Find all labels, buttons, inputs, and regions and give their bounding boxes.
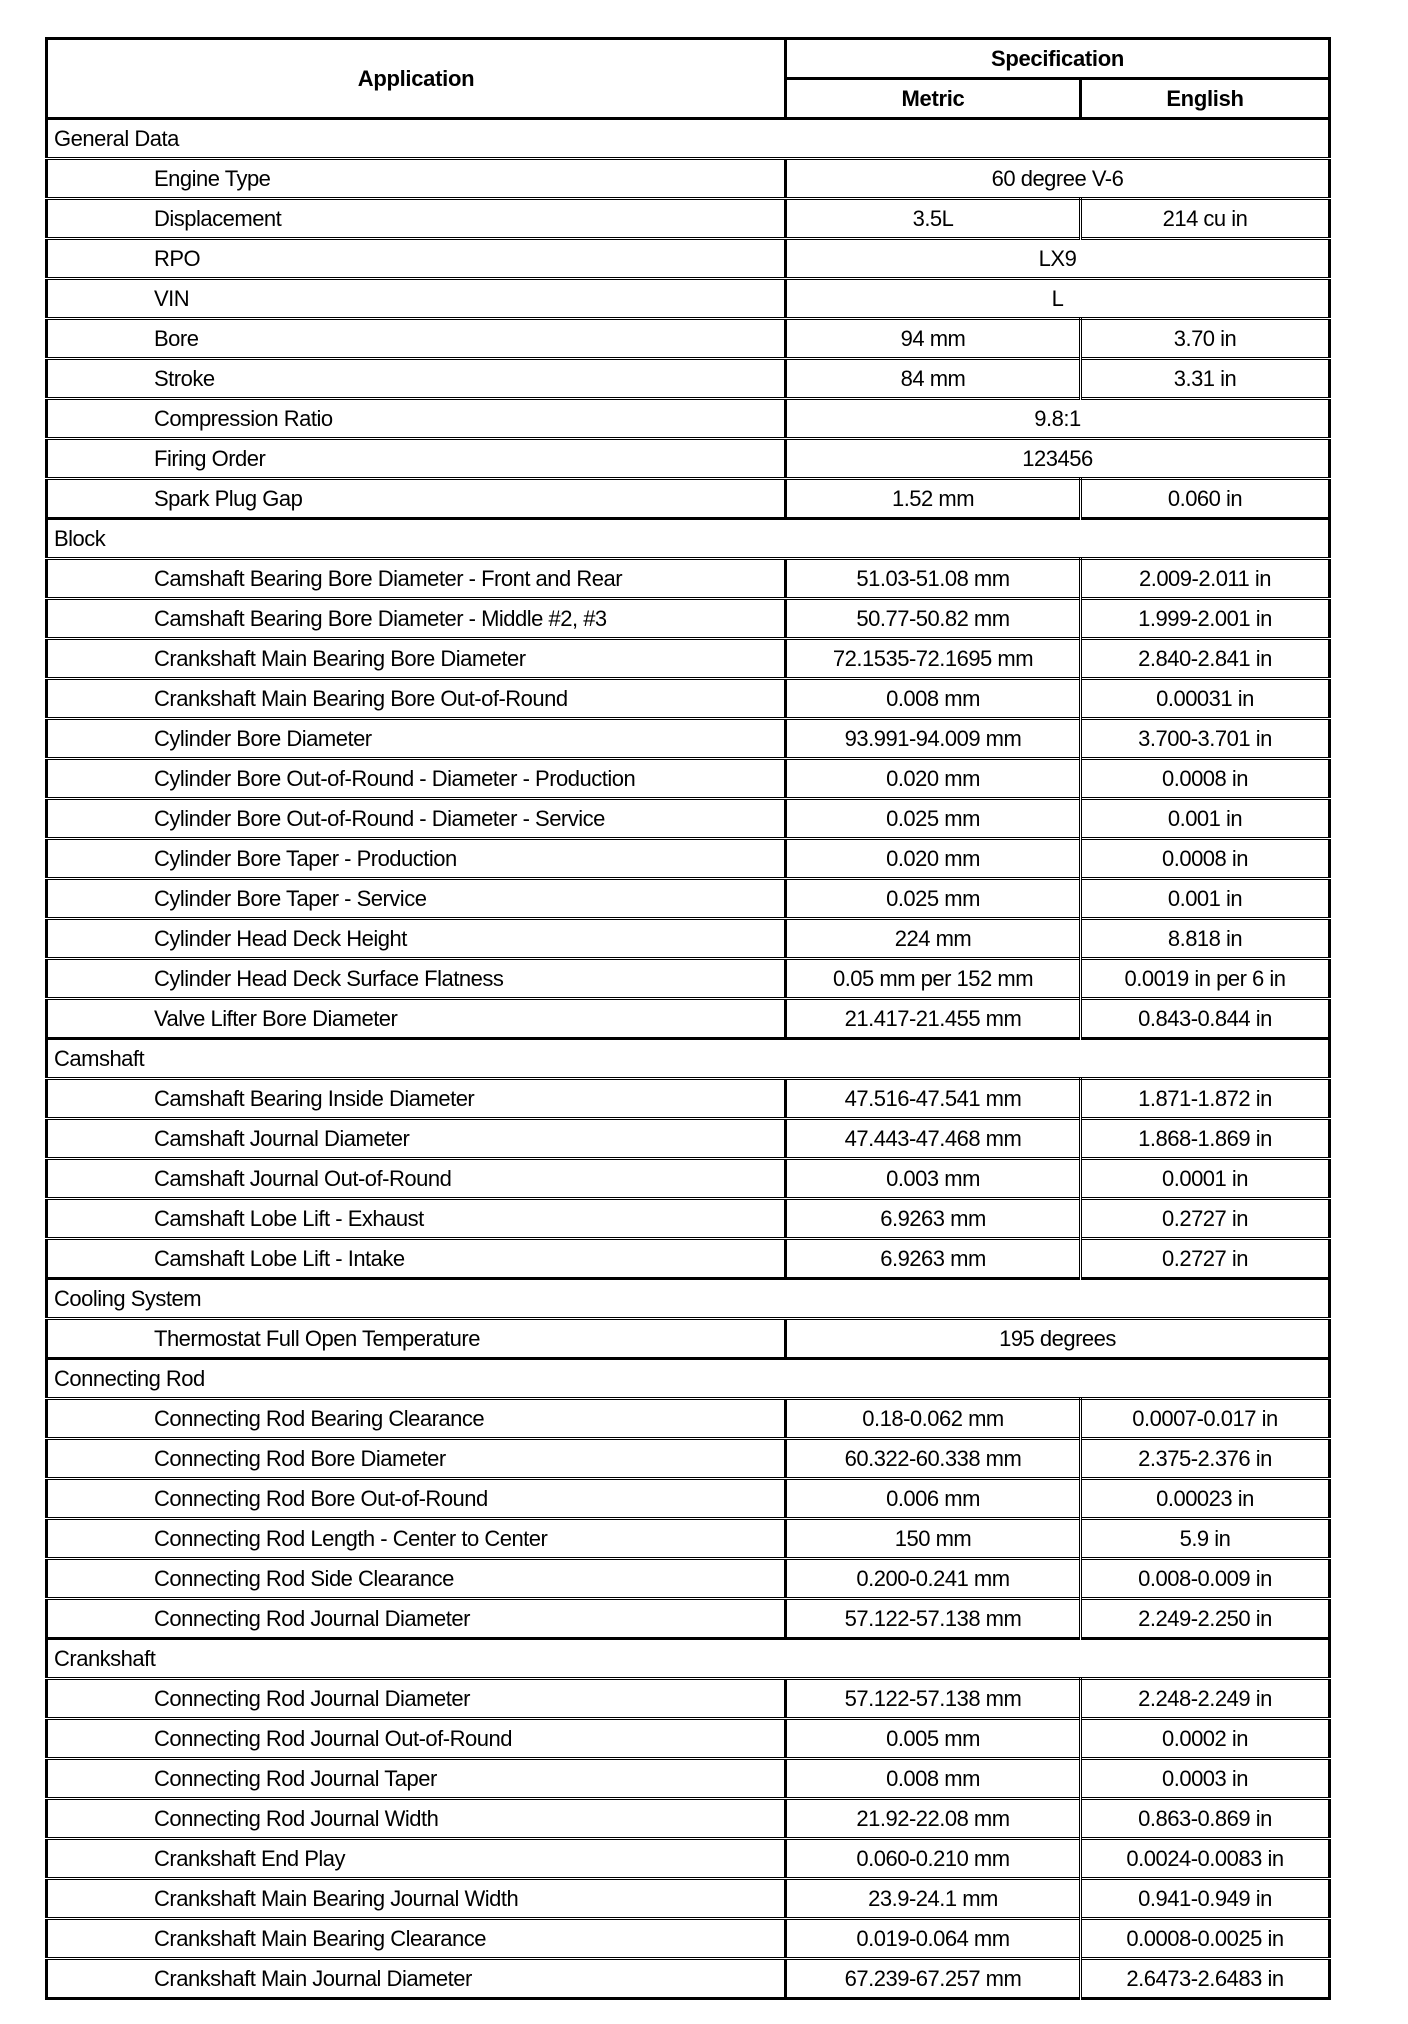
metric-cell: 0.003 mm [786,1159,1081,1199]
application-cell: Displacement [47,199,786,239]
english-cell: 0.863-0.869 in [1081,1799,1330,1839]
english-cell: 0.001 in [1081,879,1330,919]
metric-cell: 51.03-51.08 mm [786,559,1081,599]
table-row [47,359,1330,399]
english-cell: 1.868-1.869 in [1081,1119,1330,1159]
specification-cell: L [786,279,1330,319]
application-cell: Connecting Rod Journal Width [47,1799,786,1839]
english-cell: 2.009-2.011 in [1081,559,1330,599]
application-cell: Cylinder Bore Out-of-Round - Diameter - Production [47,759,786,799]
application-cell: Thermostat Full Open Temperature [47,1319,786,1359]
application-cell: Firing Order [47,439,786,479]
application-cell: Crankshaft Main Bearing Bore Out-of-Round [47,679,786,719]
application-cell: Camshaft Journal Diameter [47,1119,786,1159]
table-row [47,279,1330,319]
english-cell: 0.843-0.844 in [1081,999,1330,1039]
metric-cell: 47.443-47.468 mm [786,1119,1081,1159]
application-cell: Valve Lifter Bore Diameter [47,999,786,1039]
metric-cell: 1.52 mm [786,479,1081,519]
table-row [47,1239,1330,1279]
table-row [47,679,1330,719]
metric-cell: 94 mm [786,319,1081,359]
table-row [47,1759,1330,1799]
table-header [47,39,1330,119]
metric-cell: 57.122-57.138 mm [786,1599,1081,1639]
application-cell: Engine Type [47,159,786,199]
table-row [47,199,1330,239]
table-row [47,1159,1330,1199]
application-cell: VIN [47,279,786,319]
metric-cell: 0.008 mm [786,679,1081,719]
table-row [47,879,1330,919]
category-label: General Data [47,119,1330,159]
application-cell: Cylinder Bore Out-of-Round - Diameter - Service [47,799,786,839]
table-row [47,1719,1330,1759]
application-cell: Connecting Rod Journal Out-of-Round [47,1719,786,1759]
metric-cell: 0.005 mm [786,1719,1081,1759]
english-cell: 3.31 in [1081,359,1330,399]
english-cell: 0.941-0.949 in [1081,1879,1330,1919]
metric-cell: 3.5L [786,199,1081,239]
column-header-specification: Specification [786,39,1330,79]
application-cell: Connecting Rod Journal Diameter [47,1679,786,1719]
english-cell: 0.0002 in [1081,1719,1330,1759]
metric-cell: 0.18-0.062 mm [786,1399,1081,1439]
application-cell: Crankshaft Main Bearing Bore Diameter [47,639,786,679]
category-label: Camshaft [47,1039,1330,1079]
table-row [47,1959,1330,1999]
table-row [47,959,1330,999]
table-row [47,1519,1330,1559]
english-cell: 0.0007-0.017 in [1081,1399,1330,1439]
metric-cell: 0.025 mm [786,879,1081,919]
application-cell: Connecting Rod Journal Diameter [47,1599,786,1639]
table-body [47,119,1330,1999]
engine-specifications-table [45,37,1331,2000]
english-cell: 3.700-3.701 in [1081,719,1330,759]
specification-cell: 60 degree V-6 [786,159,1330,199]
metric-cell: 72.1535-72.1695 mm [786,639,1081,679]
table-row [47,479,1330,519]
table-row [47,1559,1330,1599]
application-cell: Cylinder Head Deck Height [47,919,786,959]
table-row [47,599,1330,639]
metric-cell: 47.516-47.541 mm [786,1079,1081,1119]
english-cell: 2.249-2.250 in [1081,1599,1330,1639]
column-header-metric: Metric [786,79,1081,119]
table-row [47,1919,1330,1959]
english-cell: 0.00031 in [1081,679,1330,719]
application-cell: Connecting Rod Bore Out-of-Round [47,1479,786,1519]
column-header-english: English [1081,79,1330,119]
table-row [47,639,1330,679]
table-row [47,1679,1330,1719]
english-cell: 0.008-0.009 in [1081,1559,1330,1599]
english-cell: 0.0001 in [1081,1159,1330,1199]
english-cell: 214 cu in [1081,199,1330,239]
metric-cell: 93.991-94.009 mm [786,719,1081,759]
application-cell: Connecting Rod Bearing Clearance [47,1399,786,1439]
english-cell: 0.0008-0.0025 in [1081,1919,1330,1959]
table-row [47,439,1330,479]
table-row [47,1879,1330,1919]
english-cell: 2.248-2.249 in [1081,1679,1330,1719]
column-header-application: Application [47,39,786,119]
metric-cell: 0.020 mm [786,759,1081,799]
table-row [47,1839,1330,1879]
table-row [47,399,1330,439]
metric-cell: 6.9263 mm [786,1239,1081,1279]
metric-cell: 0.020 mm [786,839,1081,879]
metric-cell: 21.92-22.08 mm [786,1799,1081,1839]
table-row [47,839,1330,879]
english-cell: 2.6473-2.6483 in [1081,1959,1330,1999]
metric-cell: 0.019-0.064 mm [786,1919,1081,1959]
table-row [47,159,1330,199]
application-cell: Camshaft Lobe Lift - Intake [47,1239,786,1279]
table-row [47,1079,1330,1119]
category-label: Block [47,519,1330,559]
application-cell: Connecting Rod Side Clearance [47,1559,786,1599]
english-cell: 8.818 in [1081,919,1330,959]
english-cell: 0.00023 in [1081,1479,1330,1519]
table-row [47,559,1330,599]
application-cell: Connecting Rod Journal Taper [47,1759,786,1799]
metric-cell: 0.200-0.241 mm [786,1559,1081,1599]
english-cell: 1.999-2.001 in [1081,599,1330,639]
english-cell: 2.840-2.841 in [1081,639,1330,679]
english-cell: 0.0024-0.0083 in [1081,1839,1330,1879]
application-cell: Cylinder Bore Taper - Production [47,839,786,879]
application-cell: Crankshaft Main Journal Diameter [47,1959,786,1999]
category-row [47,1639,1330,1679]
metric-cell: 84 mm [786,359,1081,399]
application-cell: Camshaft Lobe Lift - Exhaust [47,1199,786,1239]
category-row [47,519,1330,559]
table-row [47,1199,1330,1239]
english-cell: 0.0008 in [1081,839,1330,879]
application-cell: Camshaft Bearing Bore Diameter - Middle #2, #3 [47,599,786,639]
application-cell: Camshaft Bearing Bore Diameter - Front and Rear [47,559,786,599]
table-row [47,799,1330,839]
category-row [47,1279,1330,1319]
table-row [47,1799,1330,1839]
application-cell: Crankshaft End Play [47,1839,786,1879]
metric-cell: 57.122-57.138 mm [786,1679,1081,1719]
metric-cell: 0.008 mm [786,1759,1081,1799]
application-cell: Compression Ratio [47,399,786,439]
english-cell: 0.2727 in [1081,1199,1330,1239]
table-row [47,1599,1330,1639]
table-row [47,999,1330,1039]
application-cell: Spark Plug Gap [47,479,786,519]
table-row [47,759,1330,799]
application-cell: Bore [47,319,786,359]
table-row [47,719,1330,759]
metric-cell: 50.77-50.82 mm [786,599,1081,639]
english-cell: 0.0019 in per 6 in [1081,959,1330,999]
application-cell: Camshaft Journal Out-of-Round [47,1159,786,1199]
application-cell: RPO [47,239,786,279]
english-cell: 3.70 in [1081,319,1330,359]
metric-cell: 0.025 mm [786,799,1081,839]
metric-cell: 224 mm [786,919,1081,959]
specification-cell: 9.8:1 [786,399,1330,439]
english-cell: 5.9 in [1081,1519,1330,1559]
table-row [47,239,1330,279]
table-row [47,1319,1330,1359]
table-row [47,319,1330,359]
english-cell: 0.0003 in [1081,1759,1330,1799]
metric-cell: 150 mm [786,1519,1081,1559]
metric-cell: 0.05 mm per 152 mm [786,959,1081,999]
application-cell: Camshaft Bearing Inside Diameter [47,1079,786,1119]
application-cell: Stroke [47,359,786,399]
english-cell: 0.060 in [1081,479,1330,519]
metric-cell: 6.9263 mm [786,1199,1081,1239]
application-cell: Connecting Rod Bore Diameter [47,1439,786,1479]
specification-cell: LX9 [786,239,1330,279]
metric-cell: 0.006 mm [786,1479,1081,1519]
application-cell: Cylinder Bore Diameter [47,719,786,759]
metric-cell: 60.322-60.338 mm [786,1439,1081,1479]
table-row [47,1479,1330,1519]
category-label: Crankshaft [47,1639,1330,1679]
category-row [47,119,1330,159]
specification-cell: 195 degrees [786,1319,1330,1359]
category-row [47,1039,1330,1079]
metric-cell: 0.060-0.210 mm [786,1839,1081,1879]
category-label: Connecting Rod [47,1359,1330,1399]
english-cell: 1.871-1.872 in [1081,1079,1330,1119]
application-cell: Crankshaft Main Bearing Journal Width [47,1879,786,1919]
english-cell: 0.0008 in [1081,759,1330,799]
metric-cell: 67.239-67.257 mm [786,1959,1081,1999]
application-cell: Crankshaft Main Bearing Clearance [47,1919,786,1959]
table-row [47,1119,1330,1159]
application-cell: Cylinder Head Deck Surface Flatness [47,959,786,999]
english-cell: 0.2727 in [1081,1239,1330,1279]
table-row [47,919,1330,959]
category-label: Cooling System [47,1279,1330,1319]
category-row [47,1359,1330,1399]
specification-cell: 123456 [786,439,1330,479]
metric-cell: 21.417-21.455 mm [786,999,1081,1039]
english-cell: 2.375-2.376 in [1081,1439,1330,1479]
application-cell: Cylinder Bore Taper - Service [47,879,786,919]
table-row [47,1439,1330,1479]
table-row [47,1399,1330,1439]
application-cell: Connecting Rod Length - Center to Center [47,1519,786,1559]
metric-cell: 23.9-24.1 mm [786,1879,1081,1919]
english-cell: 0.001 in [1081,799,1330,839]
